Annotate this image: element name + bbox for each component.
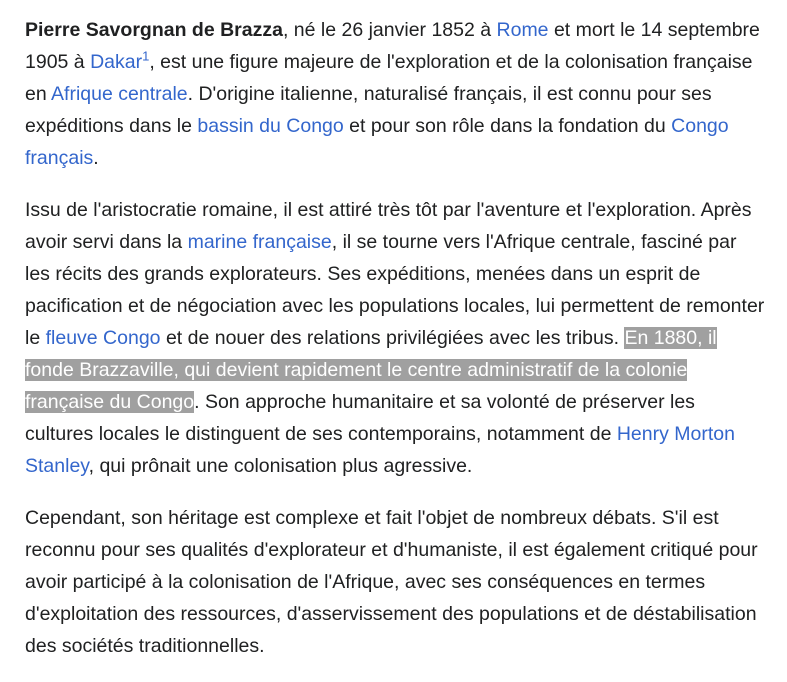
intro-text: et mort le 14 septembre 1905 à xyxy=(25,19,760,73)
article-body xyxy=(25,14,765,682)
career-paragraph xyxy=(25,194,765,482)
link-henry-morton-stanley[interactable]: Henry Morton Stanley xyxy=(25,423,735,477)
career-text: . Son approche humanitaire et sa volonté de préserver les cultures locales le distinguent de ses contemporains, notamment de xyxy=(25,391,695,445)
career-text: , qui prônait une colonisation plus agressive. xyxy=(88,455,473,477)
link-bassin-du-congo[interactable]: bassin du Congo xyxy=(197,115,344,137)
link-rome[interactable]: Rome xyxy=(496,19,549,41)
career-text: , il se tourne vers l'Afrique centrale, fasciné par les récits des grands explorateurs. Ses expéditions, menées dans un esprit de pacification et de négociation avec les populations locales, lui permettent de remonter le xyxy=(25,231,765,349)
reference-marker[interactable]: 1 xyxy=(142,48,150,64)
link-dakar[interactable]: Dakar xyxy=(90,51,143,73)
selected-text-highlight[interactable]: En 1880, il fonde Brazzaville, qui devient rapidement le centre administratif de la colonie française du Congo xyxy=(25,327,717,413)
intro-text: et pour son rôle dans la fondation du xyxy=(343,115,672,137)
link-congo-francais[interactable]: Congo français xyxy=(25,115,729,169)
subject-name: Pierre Savorgnan de Brazza xyxy=(25,19,283,41)
intro-text: . xyxy=(93,147,99,169)
link-fleuve-congo[interactable]: fleuve Congo xyxy=(45,327,161,349)
intro-text: , est une figure majeure de l'exploration et de la colonisation française en xyxy=(25,51,753,105)
link-afrique-centrale[interactable]: Afrique centrale xyxy=(51,83,188,105)
intro-text: , né le 26 janvier 1852 à xyxy=(282,19,497,41)
link-marine-francaise[interactable]: marine française xyxy=(187,231,332,253)
intro-paragraph xyxy=(25,14,765,174)
career-text: et de nouer des relations privilégiées avec les tribus. xyxy=(160,327,625,349)
legacy-paragraph: Cependant, son héritage est complexe et fait l'objet de nombreux débats. S'il est reconnu pour ses qualités d'explorateur et d'humaniste, il est également critiqué pour avoir participé à la colonisation de l'Afrique, avec ses conséquences en termes d'exploitation des ressources, d'asservissement des populations et de déstabilisation des sociétés traditionnelles. xyxy=(25,507,758,657)
career-text: Issu de l'aristocratie romaine, il est attiré très tôt par l'aventure et l'exploration. Après avoir servi dans la xyxy=(25,199,752,253)
intro-text: . D'origine italienne, naturalisé français, il est connu pour ses expéditions dans le xyxy=(25,83,712,137)
